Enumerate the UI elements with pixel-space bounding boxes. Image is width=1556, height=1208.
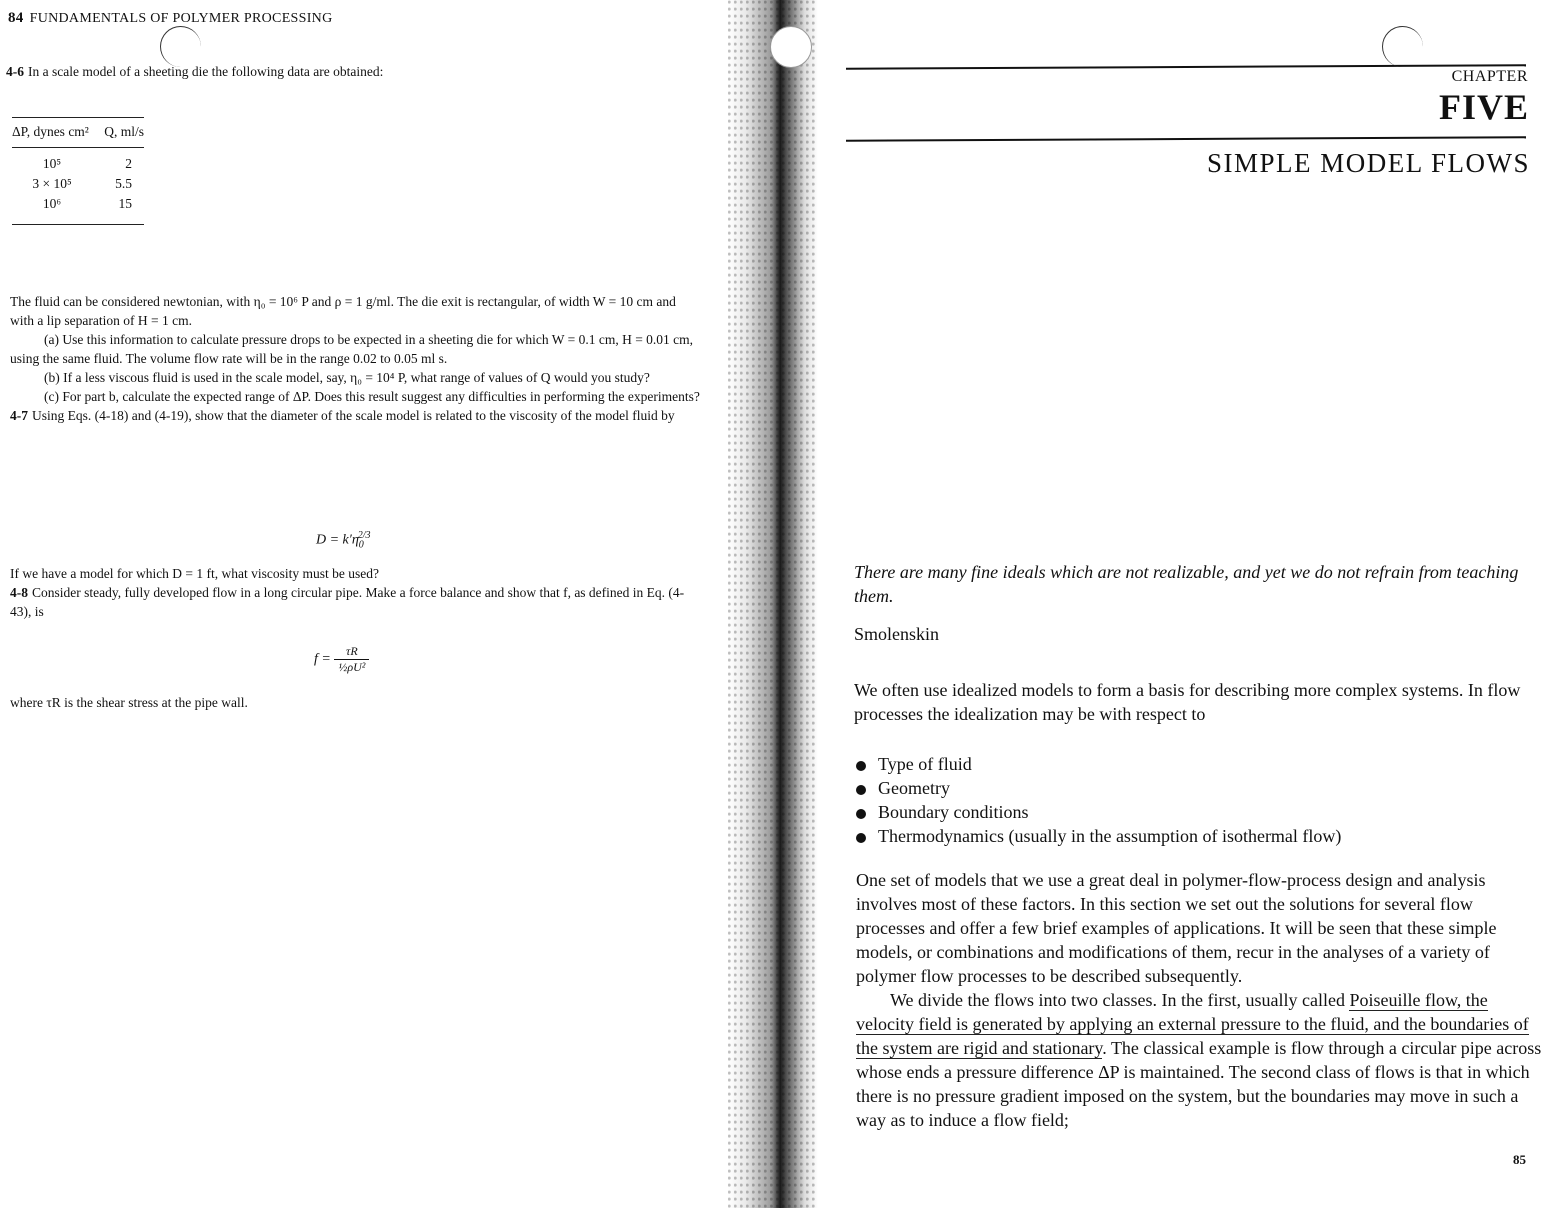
problem-body-text: The fluid can be considered newtonian, with η₀ = 10⁶ P and ρ = 1 g/ml. The die exit is rectangular, of width W = 10 cm and with a lip separation of H = 1 cm. bbox=[10, 294, 676, 328]
bullet-icon bbox=[856, 785, 866, 795]
bullet-icon bbox=[856, 809, 866, 819]
fraction-denominator: ½ρU² bbox=[338, 660, 366, 674]
problem-question-text: If we have a model for which D = 1 ft, what viscosity must be used? bbox=[10, 566, 380, 581]
epigraph: There are many fine ideals which are not realizable, and yet we do not refrain from teaching them. bbox=[854, 562, 1519, 606]
table-cell: 5.5 bbox=[115, 176, 132, 191]
equation-lhs: f = bbox=[314, 651, 331, 667]
epigraph-block bbox=[854, 560, 1544, 646]
list-item-text: Type of fluid bbox=[878, 754, 972, 774]
punch-hole-mark bbox=[1382, 26, 1423, 67]
equation-subscript: 0 bbox=[358, 539, 364, 551]
problem-4-6-intro bbox=[6, 62, 706, 81]
problem-part-b: (b) If a less viscous fluid is used in the scale model, say, η₀ = 10⁴ P, what range of values of Q would you study? bbox=[44, 370, 650, 385]
table-cell: 15 bbox=[92, 194, 144, 225]
list-item bbox=[854, 776, 1544, 800]
problem-intro-text: In a scale model of a sheeting die the following data are obtained: bbox=[28, 64, 384, 79]
list-item-text: Boundary conditions bbox=[878, 802, 1029, 822]
chapter-label: CHAPTER bbox=[1451, 68, 1528, 85]
list-item bbox=[854, 824, 1544, 848]
problem-4-7-question bbox=[10, 564, 700, 621]
table-cell: 10⁶ bbox=[12, 194, 92, 225]
table-row bbox=[12, 194, 144, 225]
table-cell: 2 bbox=[125, 156, 132, 171]
chapter-title: SIMPLE MODEL FLOWS bbox=[1206, 148, 1530, 178]
problem-part-c: (c) For part b, calculate the expected range of ΔP. Does this result suggest any difficulties in performing the experiments? bbox=[44, 389, 700, 404]
table-cell: 10⁵ bbox=[42, 156, 62, 171]
intro-paragraph: We often use idealized models to form a basis for describing more complex systems. In flow processes the idealization may be with respect to bbox=[854, 680, 1521, 724]
table-header-q: Q, ml/s bbox=[104, 124, 144, 139]
equation-superscript: 2/3 bbox=[357, 530, 371, 541]
problem-4-8-where: where τR is the shear stress at the pipe wall. bbox=[10, 695, 248, 710]
body-text bbox=[856, 868, 1546, 1132]
table-row bbox=[12, 174, 144, 194]
paragraph-3-term: Poiseuille flow bbox=[1349, 990, 1457, 1010]
left-page bbox=[0, 0, 740, 1208]
list-item-text: Geometry bbox=[878, 778, 950, 798]
list-item bbox=[854, 752, 1544, 776]
problem-part-a: (a) Use this information to calculate pressure drops to be expected in a sheeting die for which W = 0.1 cm, H = 0.01 cm, using the same fluid. The volume flow rate will be in the range 0.02 to 0.05 ml s. bbox=[10, 332, 694, 366]
problem-4-6-body bbox=[10, 292, 700, 425]
left-page-number: 84 bbox=[8, 10, 24, 26]
running-head-title: FUNDAMENTALS OF POLYMER PROCESSING bbox=[29, 11, 333, 26]
fraction-numerator: τR bbox=[334, 644, 369, 660]
problem-4-7-text bbox=[10, 406, 700, 425]
equation-diameter bbox=[316, 530, 371, 550]
right-page bbox=[800, 0, 1556, 1208]
problem-number: 4-7 bbox=[10, 408, 28, 423]
list-item bbox=[854, 800, 1544, 824]
epigraph-author: Smolenskin bbox=[854, 624, 940, 644]
equation-fraction bbox=[334, 644, 369, 675]
data-table bbox=[12, 117, 144, 225]
problem-number: 4-8 bbox=[10, 585, 28, 600]
table-cell: 3 × 10⁵ bbox=[32, 176, 72, 191]
problem-4-8-text bbox=[10, 583, 700, 621]
bullet-icon bbox=[856, 833, 866, 843]
chapter-rule-bottom bbox=[846, 136, 1526, 142]
problem-number: 4-6 bbox=[6, 64, 24, 79]
paragraph-3-end: . The classical example is flow through a circular pipe across whose ends a pressure difference ΔP is maintained. The second class of flows is that in which there is no pressure gradient imposed on the system, but the boundaries may move in such a way as to induce a flow field; bbox=[856, 1038, 1542, 1130]
problem-text: Consider steady, fully developed flow in a long circular pipe. Make a force balance and show that f, as defined in Eq. (4-43), is bbox=[10, 585, 685, 619]
equation-friction-factor bbox=[314, 644, 369, 675]
equation-lhs: D = k′η bbox=[316, 532, 359, 548]
punch-hole-mark bbox=[160, 26, 201, 67]
chapter-rule-top bbox=[846, 64, 1526, 70]
table-row bbox=[12, 148, 144, 175]
paragraph-3-start: We divide the flows into two classes. In the first, usually called bbox=[890, 990, 1350, 1010]
list-item-text: Thermodynamics (usually in the assumption of isothermal flow) bbox=[878, 826, 1342, 846]
paragraph-3-underlined: , the velocity field is generated by applying an external pressure to the fluid, and the boundaries of the system are rigid and stationary bbox=[856, 990, 1529, 1058]
running-head bbox=[8, 10, 333, 27]
paragraph-3 bbox=[856, 988, 1546, 1132]
paragraph-2: One set of models that we use a great deal in polymer-flow-process design and analysis involves most of these factors. In this section we set out the solutions for several flow processes and offer a few brief examples of applications. It will be seen that these simple models, or combinations and modifications of them, recur in the analyses of a variety of polymer flow processes to be described subsequently. bbox=[856, 870, 1497, 986]
bullet-list bbox=[854, 752, 1544, 848]
table-header-deltap: ΔP, dynes cm² bbox=[12, 124, 89, 139]
right-page-number: 85 bbox=[1513, 1152, 1526, 1167]
chapter-number: FIVE bbox=[1438, 87, 1529, 127]
table-header-row bbox=[12, 118, 144, 148]
bullet-icon bbox=[856, 761, 866, 771]
problem-text: Using Eqs. (4-18) and (4-19), show that the diameter of the scale model is related to the viscosity of the model fluid by bbox=[32, 408, 675, 423]
